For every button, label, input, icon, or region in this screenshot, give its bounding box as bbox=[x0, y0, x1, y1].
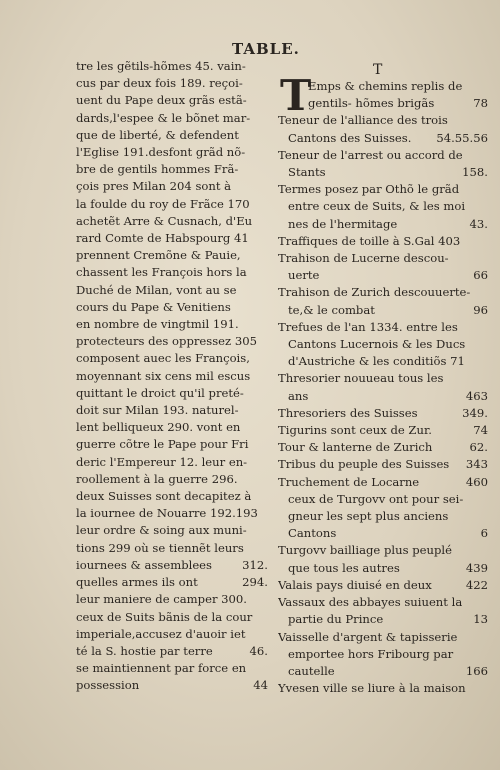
index-entry bbox=[76, 557, 268, 574]
index-entry bbox=[278, 198, 488, 215]
index-entry bbox=[76, 127, 268, 144]
index-entry bbox=[278, 405, 488, 422]
index-entry bbox=[278, 233, 488, 250]
entry-text: çois pres Milan 204 sont à bbox=[76, 179, 232, 194]
index-entry bbox=[76, 58, 268, 75]
entry-page-number: 13 bbox=[473, 612, 488, 627]
entry-text: quelles armes ils ont bbox=[76, 575, 198, 590]
index-entry bbox=[278, 474, 488, 491]
entry-page-number: 439 bbox=[465, 560, 488, 575]
entry-text: achetẽt Arre & Cusnach, d'Eu bbox=[76, 213, 253, 228]
index-entry bbox=[278, 525, 488, 542]
entry-text: la iournee de Nouarre 192.193 bbox=[76, 506, 258, 521]
index-entry bbox=[76, 264, 268, 281]
entry-text: moyennant six cens mil escus bbox=[76, 368, 251, 383]
index-entry bbox=[76, 299, 268, 316]
entry-text: guerre cõtre le Pape pour Fri bbox=[76, 437, 249, 452]
index-entry bbox=[76, 316, 268, 333]
entry-text: Cantons bbox=[288, 526, 337, 541]
entry-text: cours du Pape & Venitiens bbox=[76, 299, 231, 314]
entry-text: deric l'Empereur 12. leur en- bbox=[76, 454, 248, 469]
entry-page-number: 349. bbox=[462, 405, 488, 420]
index-entry bbox=[278, 370, 488, 387]
index-entry bbox=[76, 75, 268, 92]
index-entry bbox=[76, 178, 268, 195]
index-entry bbox=[76, 454, 268, 471]
index-entry bbox=[76, 574, 268, 591]
index-entry bbox=[76, 385, 268, 402]
entry-page-number: 460 bbox=[465, 474, 488, 489]
entry-text: quittant le droict qu'il preté- bbox=[76, 385, 244, 400]
index-entry bbox=[76, 505, 268, 522]
index-entry bbox=[76, 333, 268, 350]
entry-page-number: 96 bbox=[473, 302, 488, 317]
entry-text: emportee hors Fribourg par bbox=[288, 646, 454, 661]
entry-text: la foulde du roy de Frãce 170 bbox=[76, 196, 250, 211]
entry-text: Tour & lanterne de Zurich bbox=[278, 440, 433, 455]
entry-text: protecteurs des oppressez 305 bbox=[76, 334, 257, 349]
entry-text: te,& le combat bbox=[288, 302, 375, 317]
entry-text: lent belliqueux 290. vont en bbox=[76, 420, 241, 435]
index-entry bbox=[76, 677, 268, 694]
drop-cap: T bbox=[280, 71, 312, 120]
entry-text: d'Austriche & les conditiõs 71 bbox=[288, 354, 465, 369]
index-entry bbox=[278, 267, 488, 284]
entry-page-number: 46. bbox=[249, 643, 268, 658]
entry-page-number: 43. bbox=[469, 216, 488, 231]
entry-page-number: 66 bbox=[473, 268, 488, 283]
index-entry bbox=[76, 609, 268, 626]
entry-text: Yvesen ville se liure à la maison bbox=[278, 681, 466, 696]
section-letter: T bbox=[373, 62, 383, 78]
index-entry bbox=[278, 646, 488, 663]
index-entry bbox=[76, 368, 268, 385]
index-entry bbox=[278, 302, 488, 319]
entry-text: uent du Pape deux grãs estã- bbox=[76, 93, 247, 108]
entry-text: gentils- hõmes brigãs bbox=[308, 96, 435, 111]
entry-page-number: 74 bbox=[473, 423, 488, 438]
entry-text: possession bbox=[76, 678, 140, 693]
entry-text: Trefues de l'an 1334. entre les bbox=[278, 319, 458, 334]
entry-page-number: 62. bbox=[469, 440, 488, 455]
entry-text: leur ordre & soing aux muni- bbox=[76, 523, 247, 538]
entry-text: Stants bbox=[288, 165, 326, 180]
entry-text: Cantons des Suisses. bbox=[288, 130, 412, 145]
entry-text: Traffiques de toille à S.Gal 403 bbox=[278, 233, 461, 248]
index-entry bbox=[76, 488, 268, 505]
entry-text: Cantons Lucernois & les Ducs bbox=[288, 337, 466, 352]
entry-text: Vaisselle d'argent & tapisserie bbox=[278, 629, 458, 644]
entry-text: dards,l'espee & le bõnet mar- bbox=[76, 110, 251, 125]
entry-text: tre les gẽtils-hõmes 45. vain- bbox=[76, 59, 246, 73]
entry-text: Tribus du peuple des Suisses bbox=[278, 457, 450, 472]
entry-page-number: 166 bbox=[465, 663, 488, 678]
index-entry bbox=[278, 78, 488, 95]
entry-text: ceux de Turgovv ont pour sei- bbox=[288, 491, 464, 506]
entry-text: imperiale,accusez d'auoir iet bbox=[76, 626, 246, 641]
index-entry bbox=[76, 161, 268, 178]
entry-text: Teneur de l'alliance des trois bbox=[278, 113, 448, 128]
entry-text: que tous les autres bbox=[288, 560, 400, 575]
entry-text: que de liberté, & defendent bbox=[76, 127, 239, 142]
entry-text: nes de l'hermitage bbox=[288, 216, 398, 231]
index-entry bbox=[278, 250, 488, 267]
index-entry bbox=[278, 594, 488, 611]
entry-text: l'Eglise 191.desfont grãd nõ- bbox=[76, 145, 246, 160]
index-entry bbox=[278, 388, 488, 405]
entry-page-number: 463 bbox=[465, 388, 488, 403]
index-entry bbox=[278, 542, 488, 559]
index-entry bbox=[278, 147, 488, 164]
entry-page-number: 312. bbox=[242, 557, 268, 572]
index-entry bbox=[76, 110, 268, 127]
index-entry bbox=[76, 213, 268, 230]
entry-text: rard Comte de Habspourg 41 bbox=[76, 231, 249, 246]
entry-text: Teneur de l'arrest ou accord de bbox=[278, 147, 463, 162]
entry-page-number: 44 bbox=[253, 678, 268, 693]
index-entry bbox=[278, 611, 488, 628]
entry-text: chassent les François hors la bbox=[76, 265, 247, 280]
index-entry bbox=[76, 144, 268, 161]
index-entry bbox=[278, 422, 488, 439]
index-entry bbox=[278, 95, 488, 112]
entry-text: doit sur Milan 193. naturel- bbox=[76, 403, 239, 418]
index-entry bbox=[278, 439, 488, 456]
entry-text: Thresorier nouueau tous les bbox=[278, 371, 444, 386]
entry-text: Valais pays diuisé en deux bbox=[278, 577, 432, 592]
index-entry bbox=[278, 629, 488, 646]
entry-text: roollement à la guerre 296. bbox=[76, 471, 238, 486]
entry-text: tions 299 où se tiennẽt leurs bbox=[76, 540, 244, 555]
right-column bbox=[278, 71, 488, 697]
index-entry bbox=[278, 112, 488, 129]
index-entry bbox=[278, 164, 488, 181]
index-entry bbox=[76, 196, 268, 213]
index-entry bbox=[76, 471, 268, 488]
entry-text: ans bbox=[288, 388, 309, 403]
index-entry bbox=[76, 92, 268, 109]
entry-text: en nombre de vingtmil 191. bbox=[76, 317, 239, 332]
index-entry bbox=[76, 247, 268, 264]
index-entry bbox=[278, 456, 488, 473]
entry-text: Thresoriers des Suisses bbox=[278, 405, 418, 420]
entry-text: se maintiennent par force en bbox=[76, 661, 247, 676]
index-entry bbox=[76, 660, 268, 677]
entry-text: té la S. hostie par terre bbox=[76, 643, 213, 658]
index-entry bbox=[278, 216, 488, 233]
index-entry bbox=[278, 130, 488, 147]
index-entry bbox=[76, 626, 268, 643]
entry-page-number: 294. bbox=[242, 575, 268, 590]
index-entry bbox=[76, 591, 268, 608]
left-column bbox=[76, 58, 268, 695]
entry-text: Trahison de Lucerne descou- bbox=[278, 251, 449, 266]
entry-page-number: 158. bbox=[462, 165, 488, 180]
index-entry bbox=[278, 284, 488, 301]
entry-text: bre de gentils hommes Frã- bbox=[76, 162, 239, 177]
index-entry bbox=[278, 336, 488, 353]
index-entry bbox=[278, 181, 488, 198]
entry-text: prennent Cremõne & Pauie, bbox=[76, 248, 241, 263]
index-entry bbox=[278, 560, 488, 577]
entry-page-number: 78 bbox=[473, 96, 488, 111]
entry-text: cus par deux fois 189. reçoi- bbox=[76, 76, 243, 91]
entry-text: deux Suisses sont decapitez à bbox=[76, 489, 252, 504]
entry-page-number: 343 bbox=[465, 457, 488, 472]
index-entry bbox=[278, 491, 488, 508]
index-entry bbox=[278, 577, 488, 594]
entry-text: Duché de Milan, vont au se bbox=[76, 282, 237, 297]
index-entry bbox=[278, 663, 488, 680]
page-header: TABLE. bbox=[232, 40, 300, 58]
entry-text: ceux de Suits bãnis de la cour bbox=[76, 609, 253, 624]
index-entry bbox=[278, 680, 488, 697]
index-entry bbox=[76, 402, 268, 419]
index-entry bbox=[76, 540, 268, 557]
entry-page-number: 54.55.56 bbox=[436, 130, 488, 145]
index-entry bbox=[76, 282, 268, 299]
entry-text: Termes posez par Othõ le grãd bbox=[278, 182, 460, 197]
index-entry bbox=[278, 508, 488, 525]
entry-page-number: 6 bbox=[480, 526, 488, 541]
entry-text: cautelle bbox=[288, 663, 335, 678]
index-entry bbox=[76, 419, 268, 436]
entry-text: partie du Prince bbox=[288, 612, 384, 627]
entry-text: iournees & assemblees bbox=[76, 557, 212, 572]
index-entry bbox=[278, 353, 488, 370]
entry-text: Truchement de Locarne bbox=[278, 474, 420, 489]
entry-text: uerte bbox=[288, 268, 320, 283]
index-entry bbox=[278, 319, 488, 336]
index-entry bbox=[76, 643, 268, 660]
entry-page-number: 422 bbox=[465, 577, 488, 592]
entry-text: Vassaux des abbayes suiuent la bbox=[278, 595, 463, 610]
entry-text: Tigurins sont ceux de Zur. bbox=[278, 423, 432, 438]
entry-text: composent auec les François, bbox=[76, 351, 250, 366]
entry-text: gneur les sept plus anciens bbox=[288, 509, 449, 524]
entry-text: Trahison de Zurich descouuerte- bbox=[278, 285, 471, 300]
entry-text: Emps & chemins replis de bbox=[308, 79, 463, 93]
index-entry bbox=[76, 436, 268, 453]
index-entry bbox=[76, 230, 268, 247]
index-entry bbox=[76, 522, 268, 539]
entry-text: Turgovv bailliage plus peuplé bbox=[278, 543, 452, 558]
entry-text: leur maniere de camper 300. bbox=[76, 592, 247, 607]
index-entry bbox=[76, 350, 268, 367]
entry-text: entre ceux de Suits, & les moi bbox=[288, 199, 466, 214]
